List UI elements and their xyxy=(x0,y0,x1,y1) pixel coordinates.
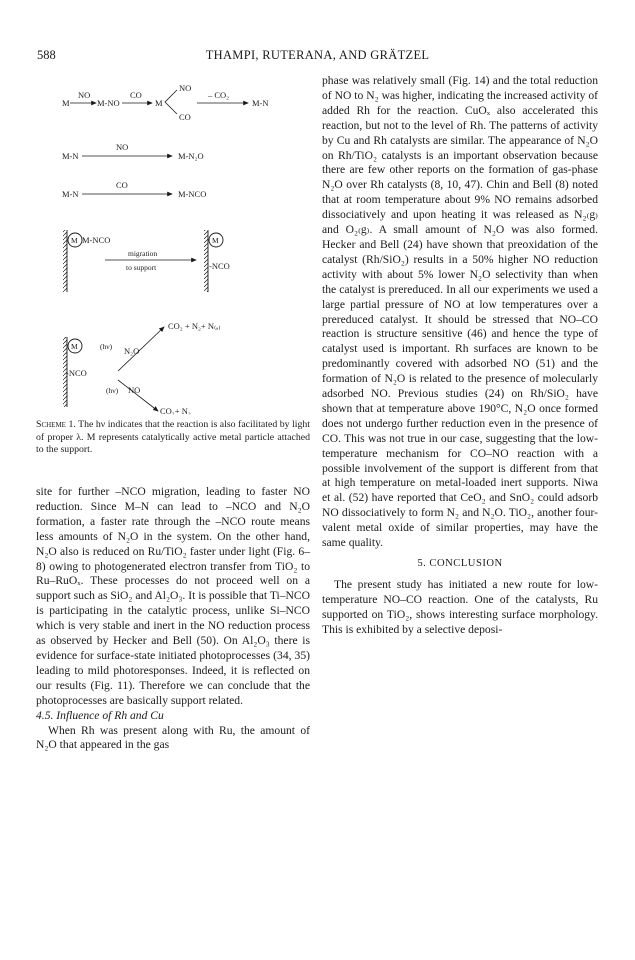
r1-branch xyxy=(165,90,177,114)
subsection-heading: 4.5. Influence of Rh and Cu xyxy=(36,708,164,722)
r2-left: M-N xyxy=(62,151,79,161)
left-column xyxy=(36,485,310,753)
svg-text:M: M xyxy=(71,236,78,245)
photo-no: NO xyxy=(128,385,141,395)
right-paragraph-1: phase was relatively small (Fig. 14) and the total reduction of NO to N₂ was higher, indicating the increased activity of added Rh for the reaction. CuOₓ also accelerated this reaction, but not to the level of Rh. The patterns of activity by Cu and Rh catalysts are similar. The appearance of N₂O on Rh/TiO₂ catalysts is an important observation because there are few other reports on the formation of gas-phase N₂O over Rh catalysts (8, 10, 47). Chin and Bell (8) noted that at room temperature about 9% NO remains adsorbed dissociatively and upon heating it was released as N₂₍g₎ and O₂₍g₎. A small amount of N₂O was also formed. Hecker and Bell (24) have shown that preoxidation of the catalyst (Rh/SiO₂) results in a 50% higher NO reduction activity with about 5% lower N₂O selectivity than when the catalyst is prereduced. In all our experiments we used a large partial pressure of NO at low temperatures over a prereduced catalyst. It should be stressed that NO–CO reaction is structure sensitive (46) and hence the type of catalyst used is important. Rh surfaces are known to be predominantly covered with adsorbed NO (51) and the formation of N₂O is related to the presence of molecularly adsorbed NO. Previous studies (24) on Rh/SiO₂ have shown that at temperature above 190°C, N₂O once formed does not undergo further reduction even in the presence of CO. This was not true in our case, suggesting that the low-temperature mechanism for CO–NO reaction with a possible involvement of the support is different from that at high temperature on metal-loaded inert supports. Niwa et al. (52) have reported that CeO₂ and SnO₂ could adsorb NO dissociatively to form N₂ and N₂O. TiO₂, another four-valent metal oxide of similar properties, may have the same quality. xyxy=(322,74,598,550)
photo-products2: CO₂+ N₂ xyxy=(160,406,191,415)
r3-over: CO xyxy=(116,180,128,190)
mig-left-label: M-NCO xyxy=(82,235,111,245)
reaction-scheme xyxy=(60,75,310,415)
photo-hv1: (hν) xyxy=(100,342,113,351)
photo-m: M xyxy=(71,342,78,351)
scheme-diagram xyxy=(60,75,310,415)
r1-mno: M-NO xyxy=(97,98,120,108)
r3-left: M-N xyxy=(62,189,79,199)
scheme-caption xyxy=(36,419,310,457)
r3-right: M-NCO xyxy=(178,189,207,199)
mig-right-m: M xyxy=(212,236,219,245)
photo-n2o: N₂O xyxy=(124,346,140,356)
r2-right: M-N₂O xyxy=(178,151,204,161)
support-left xyxy=(63,230,67,292)
right-paragraph-2: The present study has initiated a new route for low-temperature NO–CO reaction. One of the catalysts, Ru supported on TiO₂, shows interesting surface morphology. This is exhibited by a selective deposi- xyxy=(322,577,598,636)
r1-m: M xyxy=(62,98,70,108)
r1-m2: M xyxy=(155,98,163,108)
caption-text: 1. The hν indicates that the reaction is also facilitated by light of proper λ. M represents catalytically active metal particle attached to the support. xyxy=(36,419,310,455)
mig-over: migration xyxy=(128,249,158,258)
page-number: 588 xyxy=(37,48,56,62)
left-paragraph-1: site for further –NCO migration, leading to faster NO reduction. Since M–N can lead to –NCO and N₂O formation, a faster rate through the –NCO route means less amounts of N₂O in the system. On the other hand, N₂O also is reduced on Ru/TiO₂ faster under light (Fig. 6–8) owing to photogenerated electron transfer from TiO₂ to Ru–RuOₓ. These processes do not proceed well on a support such as SiO₂ and Al₂O₃. It is possible that Ti–NCO is participating in the catalytic process, unlike Si–NCO which is very stable and inert in the NO reduction process as observed by Hecker and Bell (50). On Al₂O₃ there is evidence for surface-state initiated photoprocesses (34, 35) leading to mild photoresponses. Indeed, it is reflected on our results (Fig. 11). Therefore we can conclude that the photoprocesses are basically support related. xyxy=(36,485,310,707)
r1-no-top: NO xyxy=(179,83,192,93)
r2-over: NO xyxy=(116,142,129,152)
support-right xyxy=(204,230,208,292)
caption-label: Scheme xyxy=(36,419,66,430)
photo-nco: -NCO xyxy=(66,368,87,378)
mig-under: to support xyxy=(126,263,157,272)
photo-hv2: (hν) xyxy=(106,386,119,395)
mig-right-label: -NCO xyxy=(209,261,230,271)
r1-mn: M-N xyxy=(252,98,269,108)
section-heading: 5. CONCLUSION xyxy=(417,558,503,569)
left-paragraph-2: When Rh was present along with Ru, the amount of N₂O that appeared in the gas xyxy=(36,723,310,752)
photo-products1: CO₂ + N₂+ N₍ₐ₎ xyxy=(168,321,221,331)
right-column xyxy=(322,74,598,638)
r1-minus-co2: – CO₂ xyxy=(208,90,230,100)
running-title: THAMPI, RUTERANA, AND GRÄTZEL xyxy=(205,48,430,62)
r1-co: CO xyxy=(130,90,142,100)
r1-no: NO xyxy=(78,90,91,100)
r1-co-bottom: CO xyxy=(179,112,191,122)
